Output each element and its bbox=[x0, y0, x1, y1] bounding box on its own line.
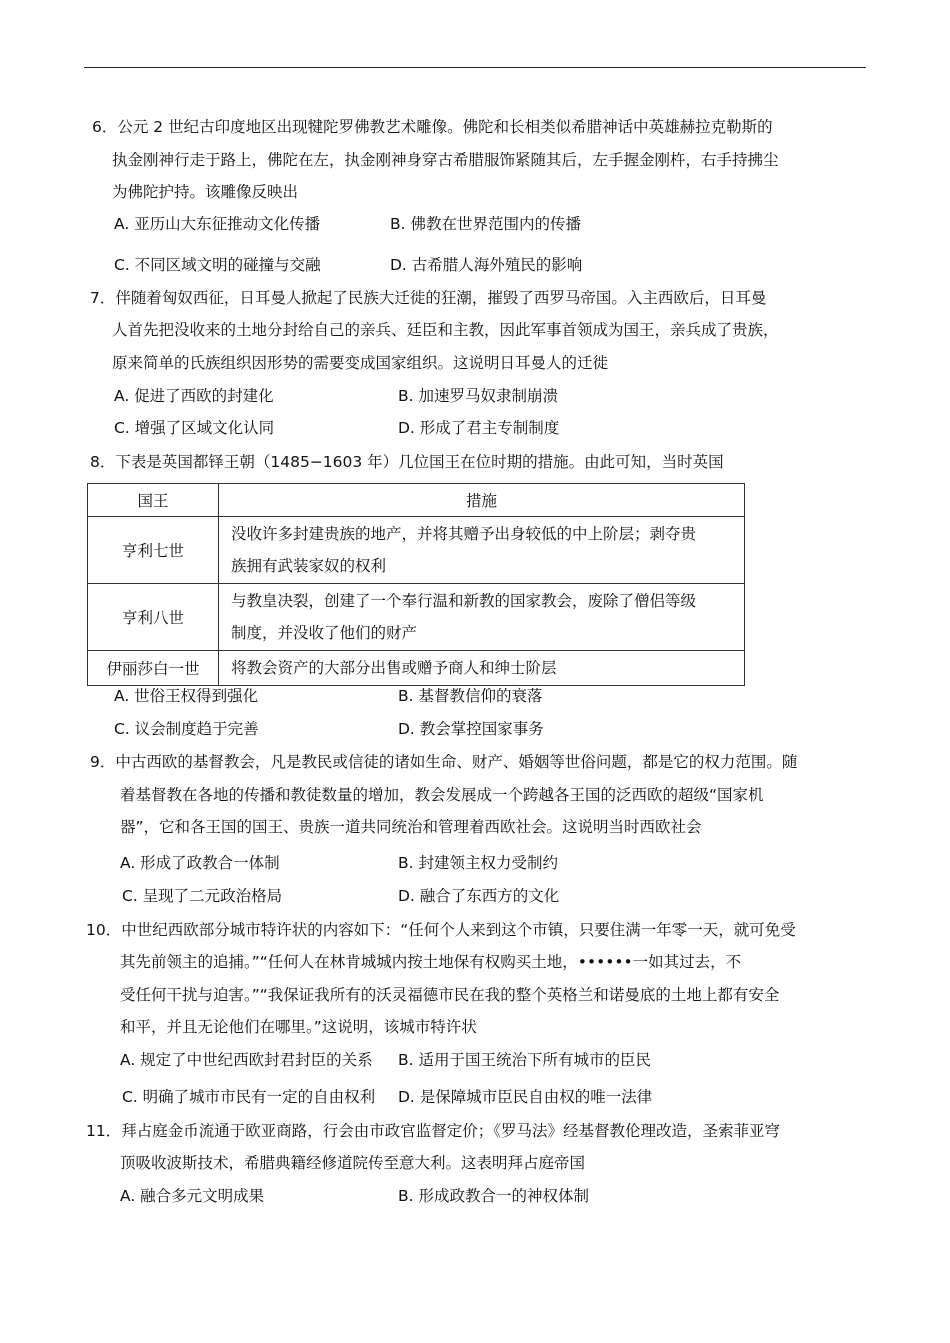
q7-option-b[interactable]: B. 加速罗马奴隶制崩溃 bbox=[398, 387, 558, 405]
q10-option-a[interactable]: A. 规定了中世纪西欧封君封臣的关系 bbox=[120, 1051, 373, 1069]
q10-option-b[interactable]: B. 适用于国王统治下所有城市的臣民 bbox=[398, 1051, 651, 1069]
table-cell-measure bbox=[219, 517, 745, 584]
q10-option-c[interactable]: C. 明确了城市市民有一定的自由权利 bbox=[122, 1088, 376, 1106]
question-10-line-2: 其先前领主的追捕。”“任何人在林肯城城内按土地保有权购买土地，••••••一如其过去，不 bbox=[120, 953, 742, 971]
question-6-line-3: 为佛陀护持。该雕像反映出 bbox=[112, 183, 299, 201]
measure-line: 族拥有武装家奴的权利 bbox=[231, 557, 387, 575]
table-cell-king: 伊丽莎白一世 bbox=[88, 651, 219, 686]
q6-option-b[interactable]: B. 佛教在世界范围内的传播 bbox=[390, 215, 581, 233]
q8-option-d[interactable]: D. 教会掌控国家事务 bbox=[398, 720, 544, 738]
q7-option-c[interactable]: C. 增强了区域文化认同 bbox=[114, 419, 275, 437]
table-row bbox=[88, 651, 745, 686]
q9-option-c[interactable]: C. 呈现了二元政治格局 bbox=[122, 887, 283, 905]
question-6-line-1: 6．公元 2 世纪古印度地区出现犍陀罗佛教艺术雕像。佛陀和长相类似希腊神话中英雄赫拉克勒斯的 bbox=[92, 118, 773, 136]
question-9-line-1: 9．中古西欧的基督教会，凡是教民或信徒的诸如生命、财产、婚姻等世俗问题，都是它的权力范围。随 bbox=[90, 753, 798, 771]
q8-option-c[interactable]: C. 议会制度趋于完善 bbox=[114, 720, 259, 738]
question-7-line-1: 7．伴随着匈奴西征，日耳曼人掀起了民族大迁徙的狂潮，摧毁了西罗马帝国。入主西欧后，日耳曼 bbox=[90, 289, 767, 307]
table-cell-measure: 将教会资产的大部分出售或赠予商人和绅士阶层 bbox=[219, 651, 745, 686]
question-8-line-1: 8．下表是英国都铎王朝（1485−1603 年）几位国王在位时期的措施。由此可知，当时英国 bbox=[90, 453, 724, 471]
table-cell-measure bbox=[219, 584, 745, 651]
question-10-line-1: 10．中世纪西欧部分城市特许状的内容如下：“任何个人来到这个市镇，只要住满一年零一天，就可免受 bbox=[86, 921, 796, 939]
question-11-line-1: 11．拜占庭金币流通于欧亚商路，行会由市政官监督定价；《罗马法》经基督教伦理改造，圣索菲亚穹 bbox=[86, 1122, 780, 1140]
table-row bbox=[88, 584, 745, 651]
header-rule bbox=[84, 67, 866, 68]
tudor-measures-table bbox=[87, 483, 745, 686]
table-row bbox=[88, 517, 745, 584]
table-cell-king: 亨利七世 bbox=[88, 517, 219, 584]
measure-line: 与教皇决裂，创建了一个奉行温和新教的国家教会，废除了僧侣等级 bbox=[231, 592, 697, 610]
question-9-line-2: 着基督教在各地的传播和教徒数量的增加，教会发展成一个跨越各王国的泛西欧的超级“国家机 bbox=[120, 786, 764, 804]
question-11-line-2: 顶吸收波斯技术，希腊典籍经修道院传至意大利。这表明拜占庭帝国 bbox=[120, 1154, 586, 1172]
measure-line: 制度，并没收了他们的财产 bbox=[231, 624, 418, 642]
question-7-line-2: 人首先把没收来的土地分封给自己的亲兵、廷臣和主教，因此军事首领成为国王，亲兵成了贵族， bbox=[112, 321, 779, 339]
q11-option-b[interactable]: B. 形成政教合一的神权体制 bbox=[398, 1187, 589, 1205]
q9-option-a[interactable]: A. 形成了政教合一体制 bbox=[120, 854, 280, 872]
table-header-measure: 措施 bbox=[219, 484, 745, 517]
table-cell-king: 亨利八世 bbox=[88, 584, 219, 651]
measure-line: 没收许多封建贵族的地产，并将其赠予出身较低的中上阶层；剥夺贵 bbox=[231, 525, 697, 543]
question-6-line-2: 执金刚神行走于路上，佛陀在左，执金刚神身穿古希腊服饰紧随其后，左手握金刚杵，右手持拂尘 bbox=[112, 151, 779, 169]
q7-option-d[interactable]: D. 形成了君主专制制度 bbox=[398, 419, 560, 437]
question-7-line-3: 原来简单的氏族组织因形势的需要变成国家组织。这说明日耳曼人的迁徙 bbox=[112, 354, 609, 372]
q11-option-a[interactable]: A. 融合多元文明成果 bbox=[120, 1187, 265, 1205]
q6-option-d[interactable]: D. 古希腊人海外殖民的影响 bbox=[390, 256, 583, 274]
q7-option-a[interactable]: A. 促进了西欧的封建化 bbox=[114, 387, 274, 405]
q8-option-a[interactable]: A. 世俗王权得到强化 bbox=[114, 687, 259, 705]
table-header-king: 国王 bbox=[88, 484, 219, 517]
question-10-line-3: 受任何干扰与迫害。”“我保证我所有的沃灵福德市民在我的整个英格兰和诺曼底的土地上都有安全 bbox=[120, 986, 780, 1004]
question-9-line-3: 器”，它和各王国的国王、贵族一道共同统治和管理着西欧社会。这说明当时西欧社会 bbox=[120, 818, 702, 836]
q8-option-b[interactable]: B. 基督教信仰的衰落 bbox=[398, 687, 543, 705]
table-header-row bbox=[88, 484, 745, 517]
q9-option-b[interactable]: B. 封建领主权力受制约 bbox=[398, 854, 558, 872]
q6-option-c[interactable]: C. 不同区域文明的碰撞与交融 bbox=[114, 256, 321, 274]
q6-option-a[interactable]: A. 亚历山大东征推动文化传播 bbox=[114, 215, 321, 233]
q9-option-d[interactable]: D. 融合了东西方的文化 bbox=[398, 887, 560, 905]
question-10-line-4: 和平，并且无论他们在哪里。”这说明，该城市特许状 bbox=[120, 1018, 477, 1036]
q10-option-d[interactable]: D. 是保障城市臣民自由权的唯一法律 bbox=[398, 1088, 653, 1106]
